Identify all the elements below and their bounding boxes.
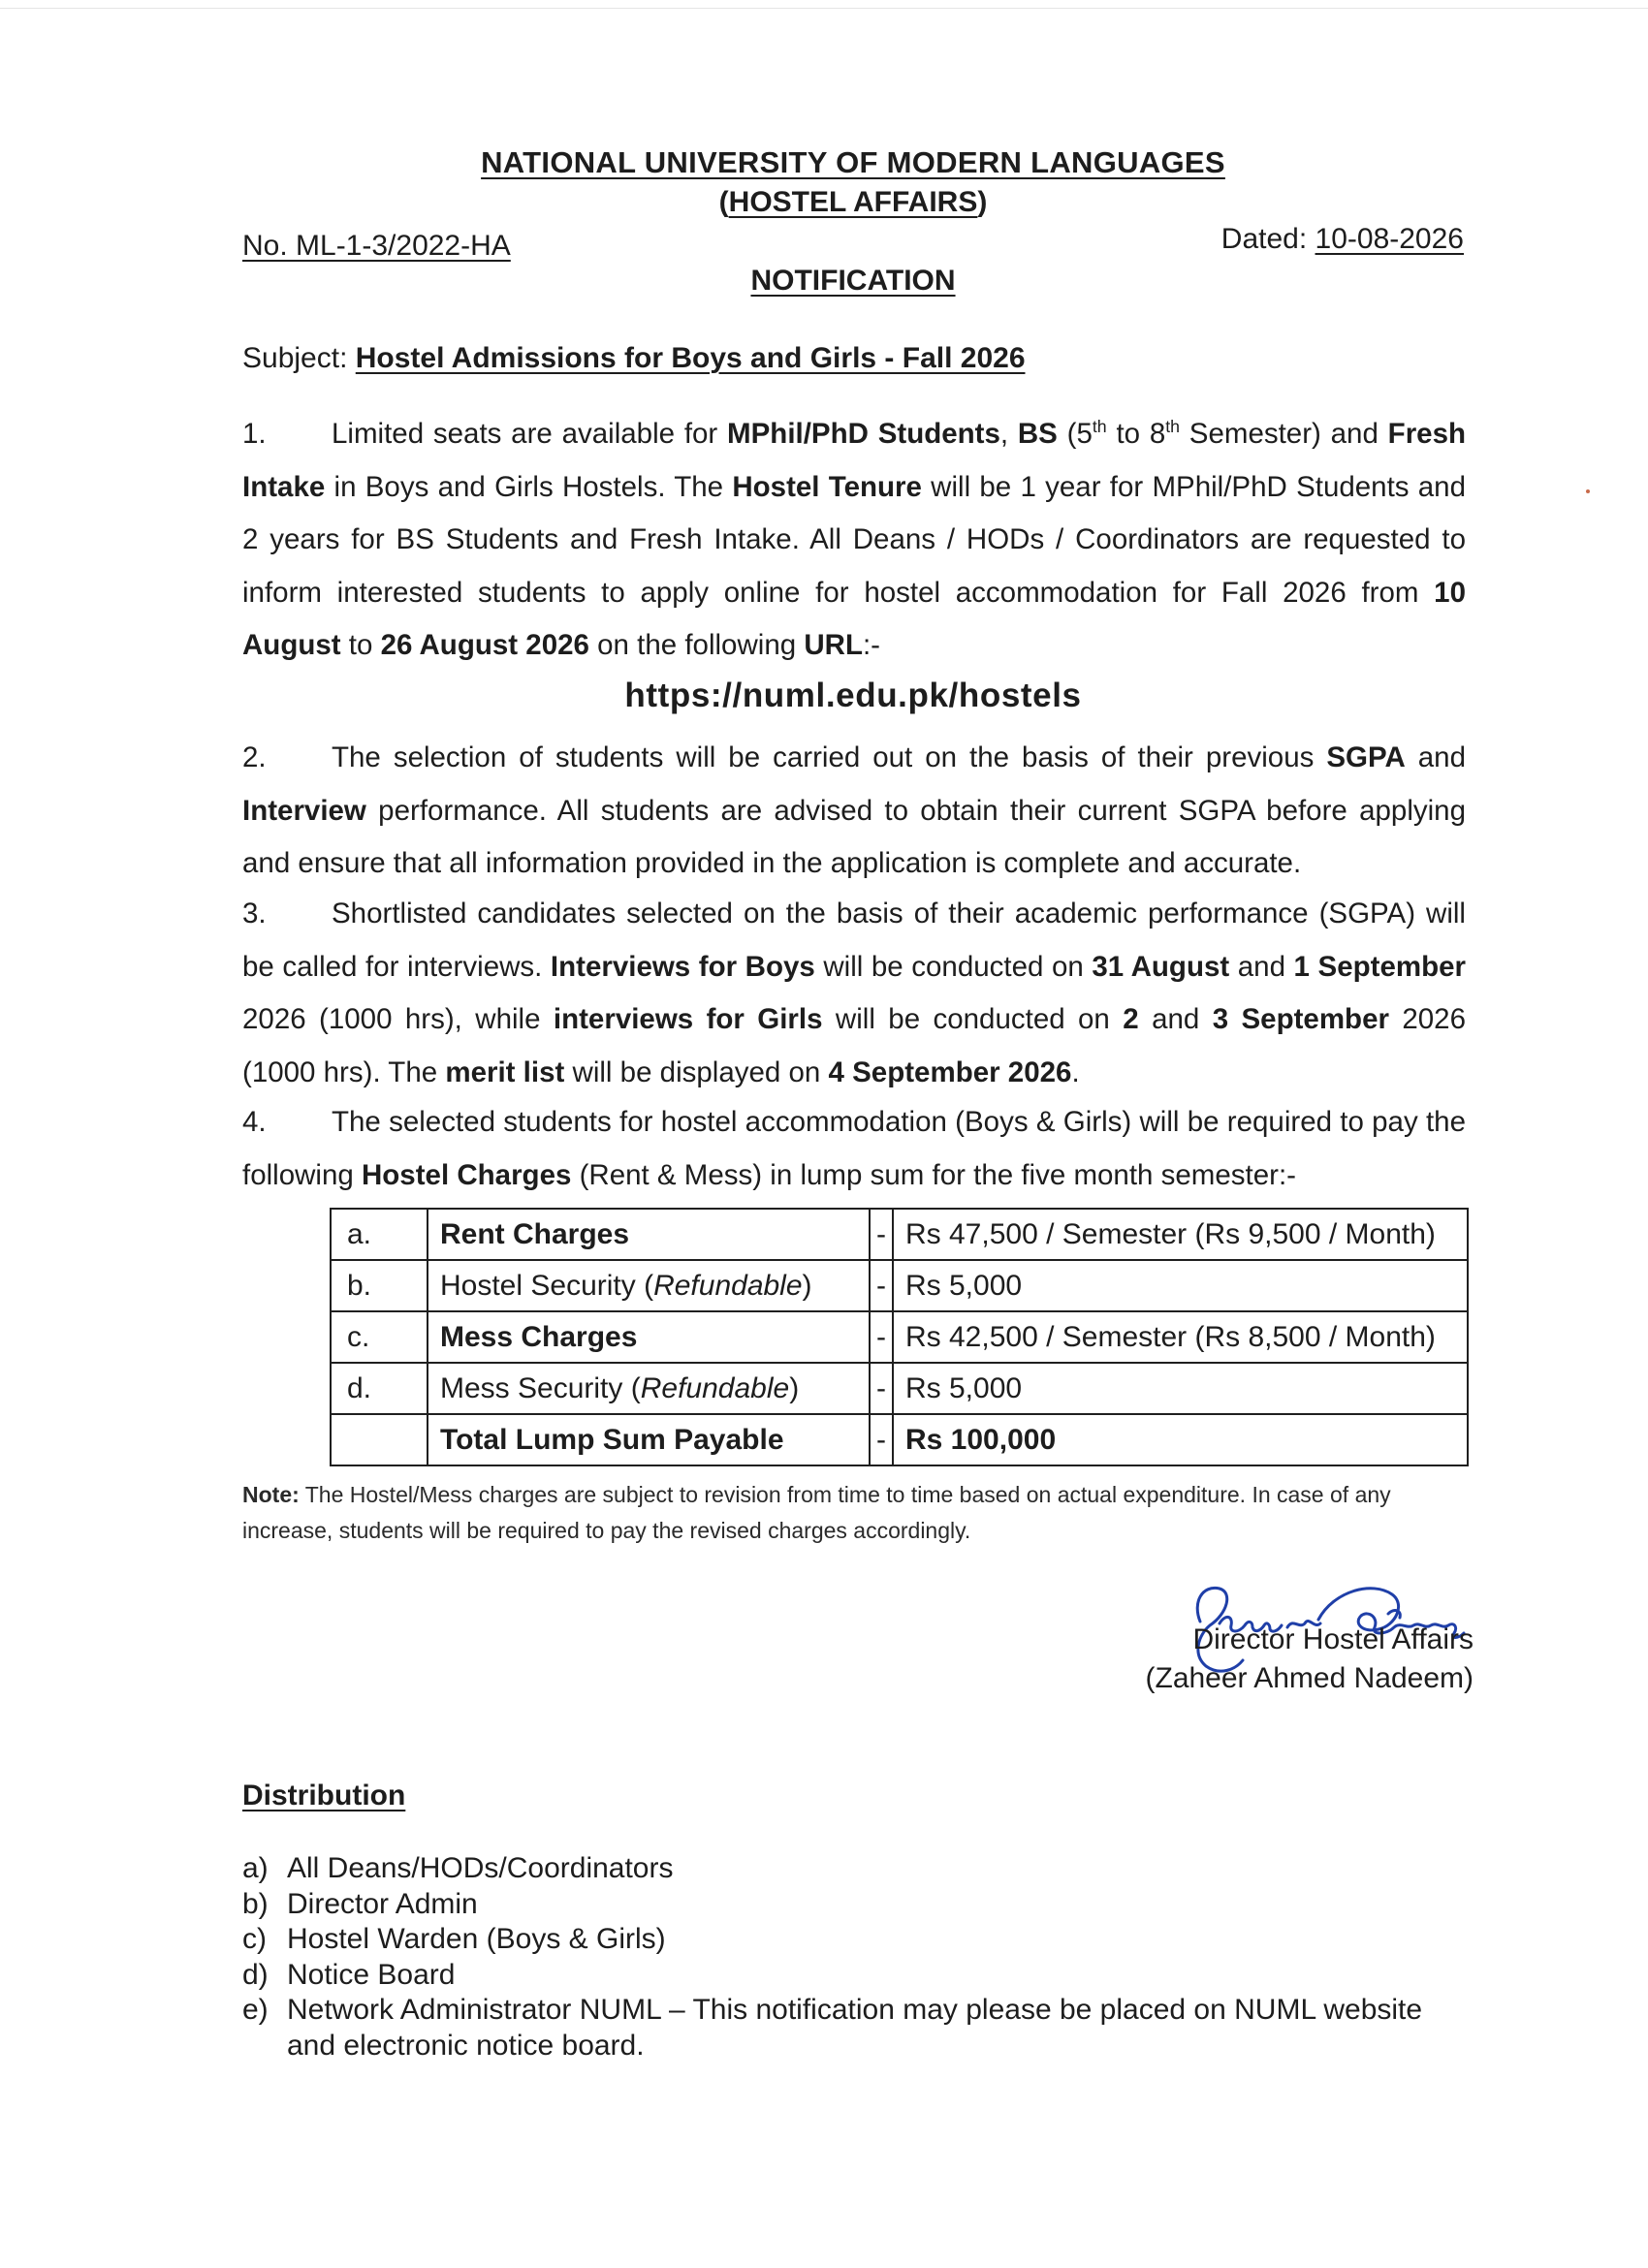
dated-field [1221, 223, 1464, 256]
list-item [242, 1922, 1450, 1958]
emphasis: MPhil/PhD Students [727, 418, 1000, 450]
text: performance. All students are advised to obtain their current SGPA before applying and ensure that all information provided in the application is complete and accurate. [242, 794, 1466, 879]
application-url[interactable]: https://numl.edu.pk/hostels [624, 677, 1082, 714]
emphasis: Hostel Charges [361, 1158, 572, 1191]
text: will be conducted on [814, 950, 1093, 983]
scan-speck [1586, 489, 1590, 493]
dated-value: 10-08-2026 [1315, 223, 1464, 255]
signatory-block [1146, 1621, 1474, 1698]
text: will be displayed on [564, 1055, 829, 1088]
text: 2026 (1000 hrs), while [242, 1003, 554, 1035]
charges-note [242, 1477, 1474, 1549]
emphasis: 1 September [1293, 950, 1466, 983]
separator-dash: - [870, 1311, 893, 1363]
text: 2026 (1000 hrs). The [242, 1003, 1466, 1088]
charge-item [428, 1311, 870, 1363]
text: to [340, 629, 381, 661]
row-letter [331, 1414, 428, 1465]
emphasis: Fresh Intake [242, 418, 1467, 503]
emphasis: 10 August [242, 576, 1466, 661]
text: to 8 [1106, 418, 1166, 450]
text: in Boys and Girls Hostels. The [325, 470, 733, 503]
subject-text: Hostel Admissions for Boys and Girls - Fall 2026 [355, 342, 1026, 374]
emphasis: Hostel Tenure [732, 470, 922, 503]
item-text: Hostel Warden (Boys & Girls) [287, 1923, 666, 1955]
paragraph-2 [242, 732, 1466, 891]
separator-dash: - [870, 1209, 893, 1260]
separator-dash: - [870, 1260, 893, 1311]
item-letter: b) [242, 1887, 269, 1920]
charge-amount: Rs 5,000 [893, 1363, 1468, 1414]
charge-item-label: Hostel Security [440, 1269, 645, 1302]
list-item [242, 1993, 1441, 2063]
row-letter: d. [331, 1363, 428, 1414]
charge-item-label: Total Lump Sum Payable [440, 1423, 784, 1456]
charge-item: Mess Security (Refundable) [428, 1363, 870, 1414]
paragraph-4 [242, 1096, 1466, 1202]
distribution-list [242, 1851, 1450, 2063]
list-item [242, 1958, 1450, 1994]
text: , [999, 418, 1018, 450]
emphasis: 4 September 2026 [828, 1055, 1072, 1088]
text: and [1138, 1003, 1213, 1035]
text: (Rent & Mess) in lump sum for the five month semester:- [571, 1158, 1296, 1191]
emphasis: 26 August 2026 [380, 629, 589, 661]
charge-item-note: Refundable [653, 1269, 803, 1302]
charge-amount: Rs 42,500 / Semester (Rs 8,500 / Month) [893, 1311, 1468, 1363]
item-text: Notice Board [287, 1958, 456, 1991]
paragraph-1 [242, 408, 1466, 673]
note-text: The Hostel/Mess charges are subject to revision from time to time based on actual expenditure. In case of any increase, students will be required to pay the revised charges accordingly. [242, 1482, 1391, 1543]
text: Semester) and [1180, 418, 1388, 450]
text: :- [862, 629, 881, 661]
emphasis: Interview [242, 794, 366, 827]
emphasis: SGPA [1326, 741, 1406, 773]
charge-item-label: Mess Security [440, 1371, 631, 1404]
paragraph-3 [242, 888, 1466, 1099]
emphasis: 31 August [1092, 950, 1230, 983]
text: and [1229, 950, 1294, 983]
emphasis: merit list [445, 1055, 565, 1088]
subject-label: Subject: [242, 342, 348, 374]
emphasis: 2 [1123, 1003, 1139, 1035]
distribution-heading: Distribution [242, 1780, 406, 1811]
subject-line [242, 342, 1026, 375]
item-letter: a) [242, 1852, 269, 1884]
emphasis: BS [1017, 418, 1058, 450]
table-row [331, 1311, 1468, 1363]
charge-item [428, 1414, 870, 1465]
list-item [242, 1851, 1450, 1887]
charge-item-label: Mess Charges [440, 1320, 638, 1353]
charge-item [428, 1209, 870, 1260]
department-name: (HOSTEL AFFAIRS) [718, 186, 988, 218]
signatory-title: Director Hostel Affairs [1192, 1623, 1474, 1655]
text: will be 1 year for MPhil/PhD Students and 2 years for BS Students and Fresh Intake. All Deans / HODs / Coordinators are requested to inform interested students to apply online for hostel accommodation for Fall 2026 from [242, 470, 1466, 609]
emphasis: interviews for Girls [553, 1003, 823, 1035]
item-text: Director Admin [287, 1887, 478, 1920]
paragraph-number: 3. [242, 898, 267, 929]
separator-dash: - [870, 1363, 893, 1414]
table-row [331, 1363, 1468, 1414]
item-text: All Deans/HODs/Coordinators [287, 1852, 674, 1884]
superscript: th [1092, 417, 1107, 437]
separator-dash: - [870, 1414, 893, 1465]
emphasis: URL [804, 629, 863, 661]
text: Limited seats are available for [332, 418, 728, 450]
table-row [331, 1209, 1468, 1260]
item-letter: d) [242, 1958, 269, 1991]
text: will be conducted on [822, 1003, 1124, 1035]
row-letter: a. [331, 1209, 428, 1260]
item-letter: e) [242, 1994, 269, 2026]
note-label: Note: [242, 1482, 300, 1507]
emphasis: Interviews for Boys [550, 950, 815, 983]
paragraph-number: 4. [242, 1106, 267, 1138]
charge-amount: Rs 47,500 / Semester (Rs 9,500 / Month) [893, 1209, 1468, 1260]
superscript: th [1165, 417, 1181, 437]
notification-title: NOTIFICATION [750, 265, 956, 297]
table-row [331, 1260, 1468, 1311]
text: The selected students for hostel accommodation (Boys & Girls) will be required to pay the following [242, 1106, 1466, 1191]
row-letter: c. [331, 1311, 428, 1363]
row-letter: b. [331, 1260, 428, 1311]
charge-item-label: Rent Charges [440, 1217, 630, 1250]
emphasis: 3 September [1212, 1003, 1389, 1035]
dated-label: Dated: [1220, 223, 1308, 255]
text: (5 [1057, 418, 1093, 450]
charge-item-note: Refundable [640, 1371, 790, 1404]
charge-amount: Rs 5,000 [893, 1260, 1468, 1311]
organization-name: NATIONAL UNIVERSITY OF MODERN LANGUAGES [481, 145, 1225, 179]
table-row-total [331, 1414, 1468, 1465]
paragraph-number: 1. [242, 418, 267, 450]
text: The selection of students will be carried out on the basis of their previous [332, 741, 1327, 773]
charge-item: Hostel Security (Refundable) [428, 1260, 870, 1311]
item-letter: c) [242, 1923, 267, 1955]
charge-amount [893, 1414, 1468, 1465]
text: Shortlisted candidates selected on the basis of their academic performance (SGPA) will be called for interviews. [242, 898, 1466, 983]
text: and [1405, 741, 1466, 773]
signatory-name: (Zaheer Ahmed Nadeem) [1145, 1662, 1474, 1694]
hostel-charges-table [330, 1208, 1469, 1466]
paragraph-number: 2. [242, 741, 267, 773]
scan-edge-line [0, 8, 1648, 9]
item-text: Network Administrator NUML – This notification may please be placed on NUML website and electronic notice board. [287, 1994, 1423, 2062]
reference-number: No. ML-1-3/2022-HA [242, 230, 511, 262]
list-item [242, 1887, 1450, 1923]
text: on the following [588, 629, 805, 661]
total-amount: Rs 100,000 [905, 1423, 1057, 1456]
text: . [1071, 1055, 1080, 1088]
department-name-text: HOSTEL AFFAIRS [728, 186, 978, 218]
